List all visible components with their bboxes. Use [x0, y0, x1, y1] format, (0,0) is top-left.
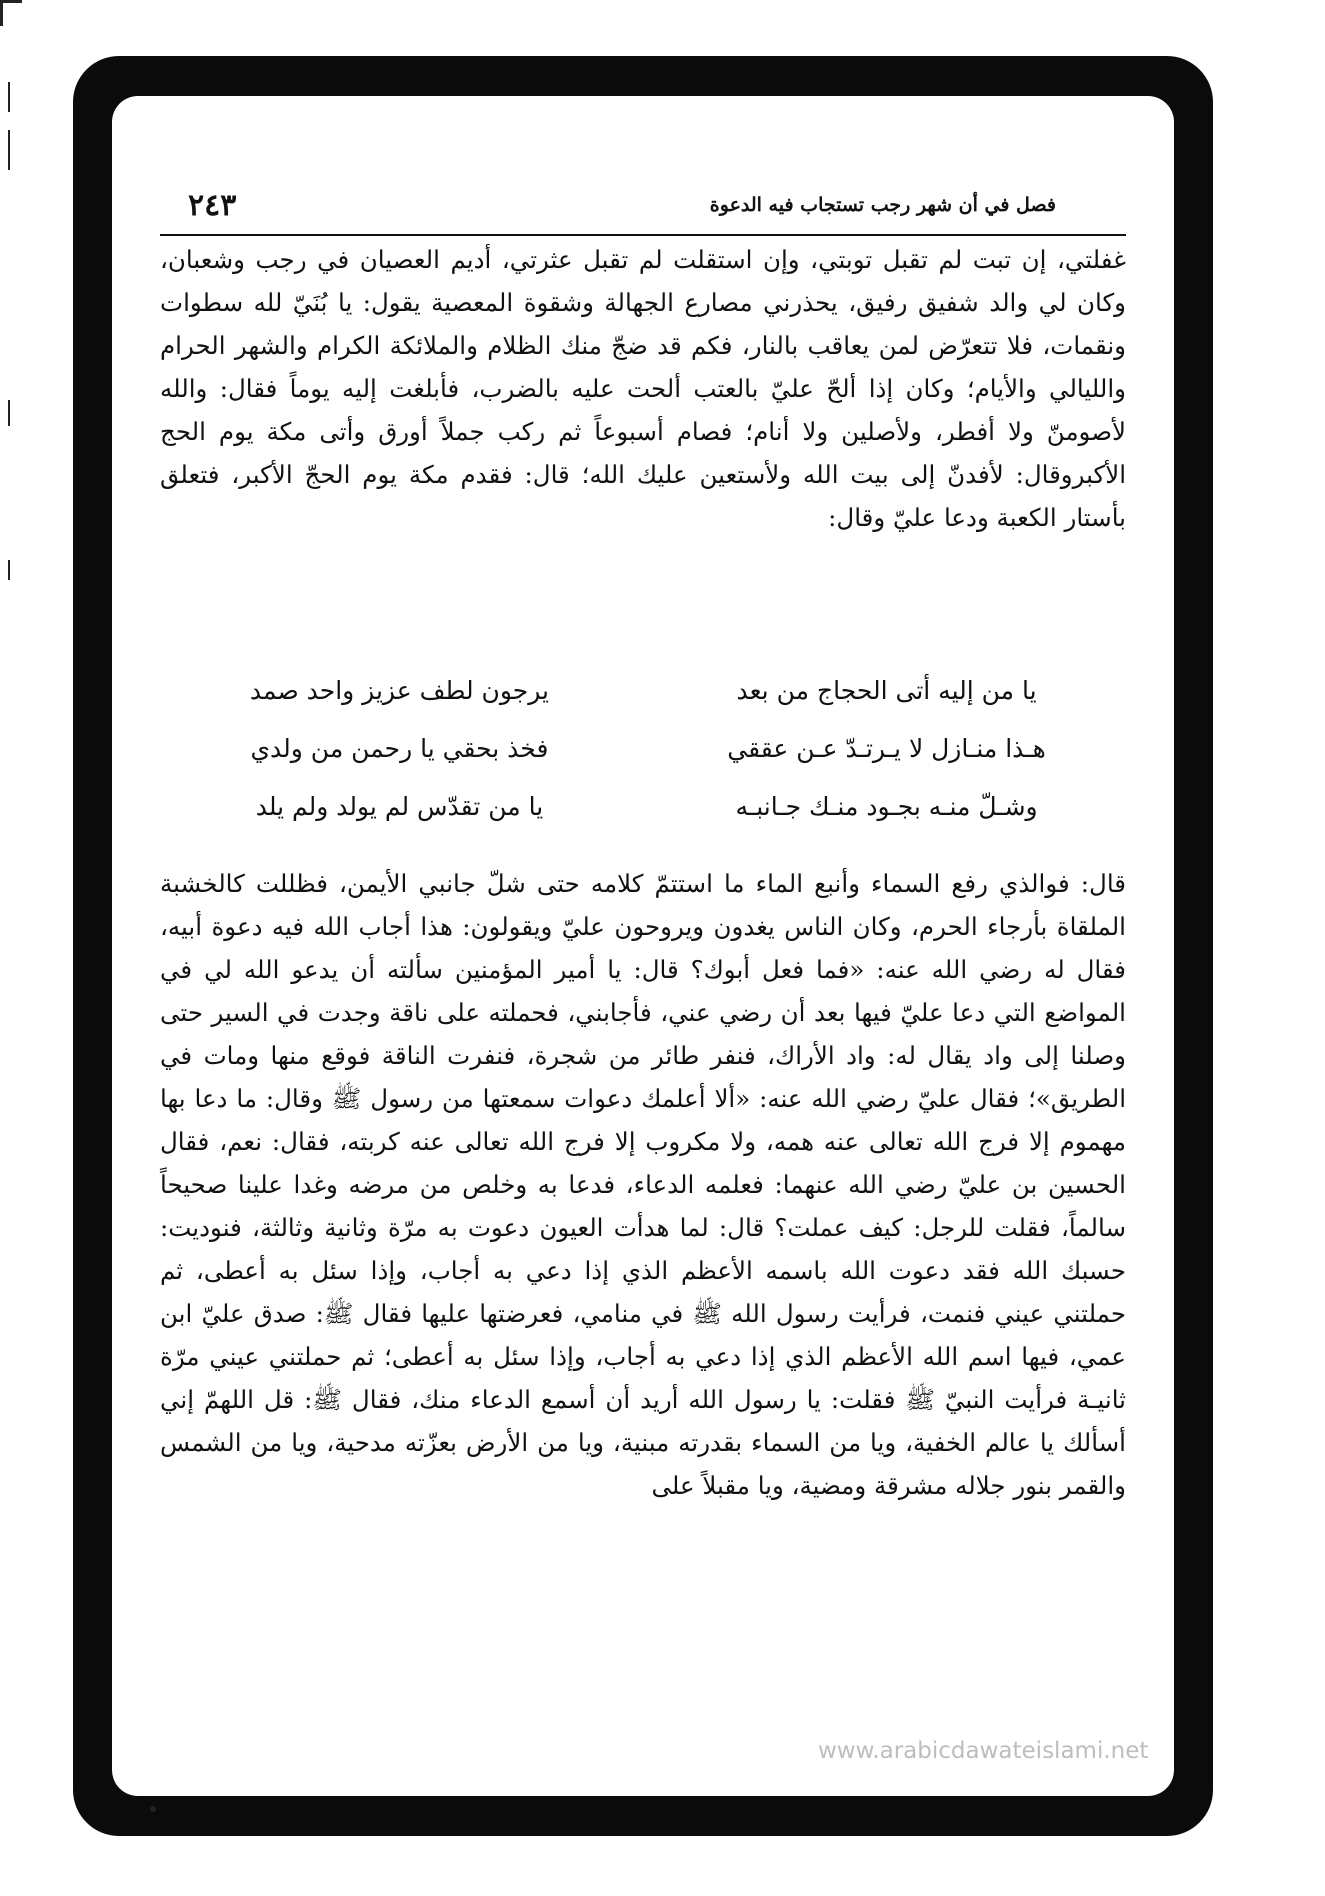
verse-first-hemistich: وشـلّ منـه بجـود منـك جـانبـه — [735, 792, 1038, 821]
scan-dot — [150, 1806, 156, 1812]
page-header — [160, 188, 1126, 236]
verse-second-hemistich: يا من تقدّس لم يولد ولم يلد — [255, 792, 544, 821]
page-number: ٢٤٣ — [188, 188, 237, 223]
running-head: فصل في أن شهر رجب تستجاب فيه الدعوة — [709, 194, 1056, 216]
verse-first-hemistich: يا من إليه أتى الحجاج من بعد — [736, 676, 1037, 705]
scan-edge-mark — [8, 560, 10, 580]
verse-second-hemistich: يرجون لطف عزيز واحد صمد — [249, 676, 550, 705]
watermark: www.arabicdawateislami.net — [818, 1738, 1149, 1764]
poem-verse — [192, 792, 1094, 850]
verse-first-hemistich: هـذا منـازل لا يـرتـدّ عـن عققي — [727, 734, 1046, 763]
scan-corner-mark — [0, 0, 22, 3]
scan-edge-mark — [8, 130, 10, 170]
poem-verse — [192, 676, 1094, 734]
poem — [192, 676, 1094, 850]
scan-corner-mark — [0, 0, 3, 26]
scan-edge-mark — [8, 82, 10, 112]
verse-second-hemistich: فخذ بحقي يا رحمن من ولدي — [250, 734, 549, 763]
scan-edge-mark — [8, 400, 10, 426]
paragraph-2: قال: فوالذي رفع السماء وأنبع الماء ما استتمّ كلامه حتى شلّ جانبي الأيمن، فظللت كالخشبة الملقاة بأرجاء الحرم، وكان الناس يغدون ويروحون عليّ ويقولون: هذا أجاب الله فيه دعوة أبيه، فقال له رضي الله عنه: «فما فعل أبوك؟ قال: يا أمير المؤمنين سألته أن يدعو الله لي في المواضع التي دعا عليّ فيها بعد أن رضي عني، فأجابني، فحملته على ناقة وجدت في السير حتى وصلنا إلى واد يقال له: واد الأراك، فنفر طائر من شجرة، فنفرت الناقة فوقع منها ومات في الطريق»؛ فقال عليّ رضي الله عنه: «ألا أعلمك دعوات سمعتها من رسول ﷺ وقال: ما دعا بها مهموم إلا فرج الله تعالى عنه همه، ولا مكروب إلا فرج الله تعالى عنه كربته، فقال: نعم، فقال الحسين بن عليّ رضي الله عنهما: فعلمه الدعاء، فدعا به وخلص من مرضه وغدا علينا صحيحاً سالماً، فقلت للرجل: كيف عملت؟ قال: لما هدأت العيون دعوت به مرّة وثانية وثالثة، فنوديت: حسبك الله فقد دعوت الله باسمه الأعظم الذي إذا دعي به أجاب، وإذا سئل به أعطى، ثم حملتني عيني فنمت، فرأيت رسول الله ﷺ في منامي، فعرضتها عليها فقال ﷺ: صدق عليّ ابن عمي، فيها اسم الله الأعظم الذي إذا دعي به أجاب، وإذا سئل به أعطى؛ ثم حملتني عيني مرّة ثانيـة فرأيت النبيّ ﷺ فقلت: يا رسول الله أريد أن أسمع الدعاء منك، فقال ﷺ: قل اللهمّ إني أسألك يا عالم الخفية، ويا من السماء بقدرته مبنية، ويا من الأرض بعزّته مدحية، ويا من الشمس والقمر بنور جلاله مشرقة ومضية، ويا مقبلاً على — [160, 869, 1126, 1500]
paragraph-1: غفلتي، إن تبت لم تقبل توبتي، وإن استقلت لم تقبل عثرتي، أديم العصيان في رجب وشعبان، وكان لي والد شفيق رفيق، يحذرني مصارع الجهالة وشقوة المعصية يقول: يا بُنَيّ لله سطوات ونقمات، فلا تتعرّض لمن يعاقب بالنار، فكم قد ضجّ منك الظلام والملائكة الكرام والشهر الحرام والليالي والأيام؛ وكان إذا ألحّ عليّ بالعتب ألحت عليه بالضرب، فأبلغت إليه يوماً فقال: والله لأصومنّ ولا أفطر، ولأصلين ولا أنام؛ فصام أسبوعاً ثم ركب جملاً أورق وأتى مكة يوم الحج الأكبروقال: لأفدنّ إلى بيت الله ولأستعين عليك الله؛ قال: فقدم مكة يوم الحجّ الأكبر، فتعلق بأستار الكعبة ودعا عليّ وقال: — [160, 245, 1126, 532]
poem-verse — [192, 734, 1094, 792]
book-page — [112, 96, 1174, 1796]
